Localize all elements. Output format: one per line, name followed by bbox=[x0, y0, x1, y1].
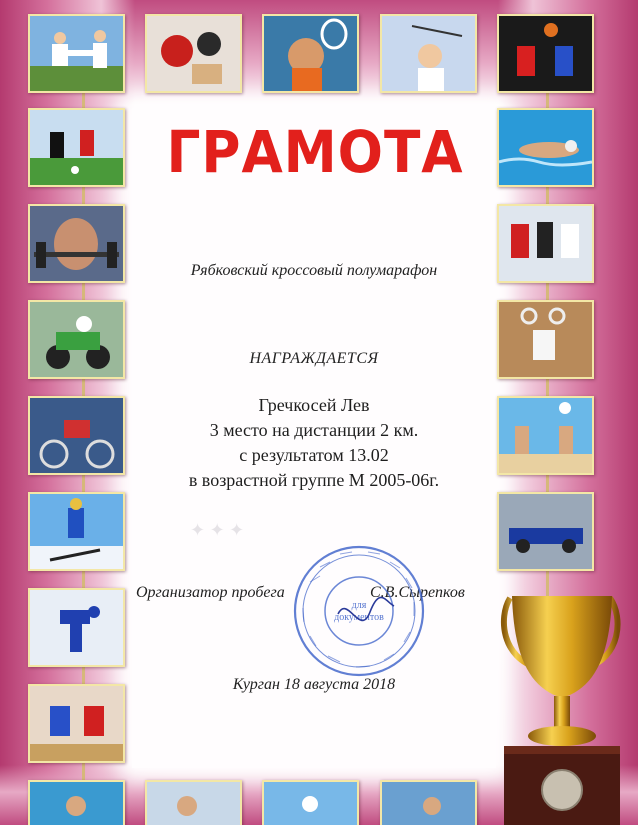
car-racing-icon bbox=[497, 492, 594, 571]
certificate-title: ГРАМОТА bbox=[166, 118, 464, 186]
football-icon bbox=[28, 108, 125, 187]
karate-icon bbox=[28, 14, 125, 93]
result-line: с результатом 13.02 bbox=[239, 445, 389, 465]
svg-text:для: для bbox=[351, 600, 367, 611]
speed-skating-icon bbox=[28, 588, 125, 667]
event-name: Рябковский кроссовый полумарафон bbox=[190, 262, 438, 279]
swimming-icon bbox=[497, 108, 594, 187]
age-group-line: в возрастной группе М 2005-06г. bbox=[188, 470, 440, 490]
badminton-icon bbox=[380, 14, 477, 93]
basketball-icon bbox=[497, 14, 594, 93]
round-stamp bbox=[290, 542, 428, 680]
skiing-icon bbox=[28, 492, 125, 571]
high-jump-icon bbox=[145, 780, 242, 825]
trophy-cup-icon bbox=[488, 588, 638, 825]
place-date: Курган 18 августа 2018 bbox=[232, 676, 396, 693]
svg-text:документов: документов bbox=[334, 612, 384, 623]
recipient-name: Гречкосей Лев bbox=[258, 395, 370, 415]
awarded-label: НАГРАЖДАЕТСЯ bbox=[249, 350, 379, 367]
volleyball-icon bbox=[497, 396, 594, 475]
place-line: 3 место на дистанции 2 км. bbox=[209, 420, 419, 440]
wrestling-icon bbox=[28, 684, 125, 763]
discus-icon bbox=[380, 780, 477, 825]
ghost-text: ✦ ✦ ✦ bbox=[190, 520, 245, 540]
gymnastics-icon bbox=[497, 300, 594, 379]
hockey-icon bbox=[497, 204, 594, 283]
water-polo-icon bbox=[28, 780, 125, 825]
tennis-icon bbox=[262, 14, 359, 93]
weightlifting-icon bbox=[28, 204, 125, 283]
organizer-label: Организатор пробега bbox=[136, 584, 285, 601]
boxing-icon bbox=[145, 14, 242, 93]
motorbike-icon bbox=[28, 300, 125, 379]
cycling-icon bbox=[28, 396, 125, 475]
running-icon bbox=[262, 780, 359, 825]
organizer-name: С.В.Сырепков bbox=[370, 584, 465, 601]
